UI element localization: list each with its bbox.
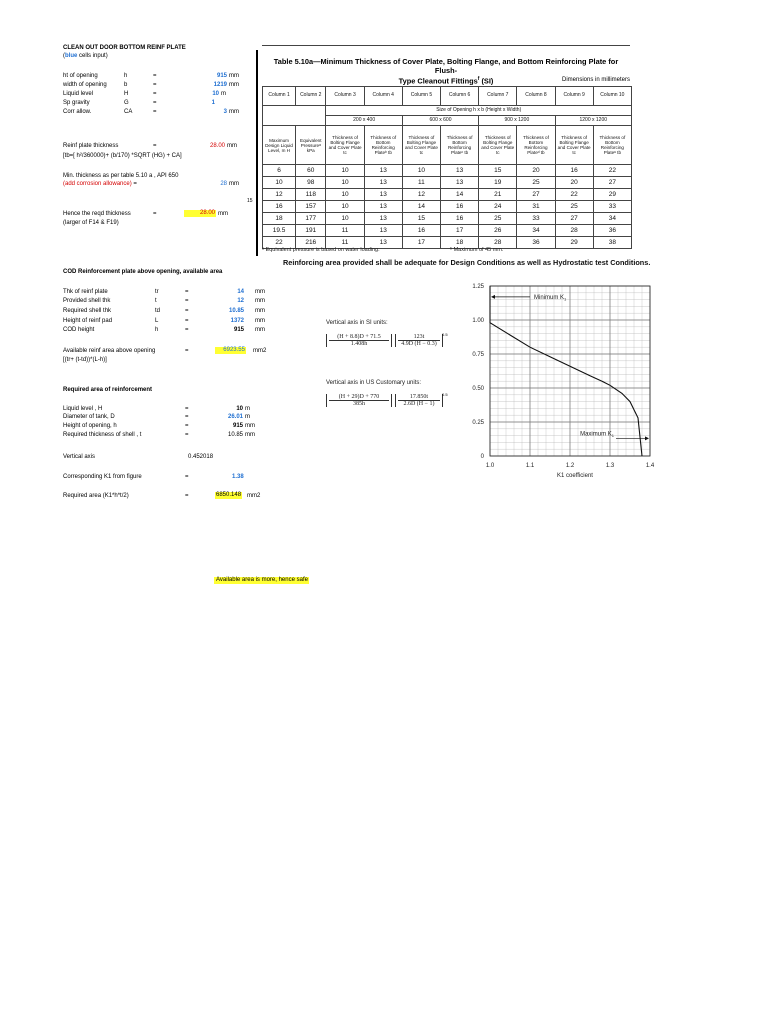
table-cell: 18 [441, 237, 479, 249]
cod-symbol: t [155, 298, 157, 304]
table-cell: 34 [517, 225, 555, 237]
column-header: Column 2 [296, 87, 326, 106]
table-cell: 25 [555, 201, 593, 213]
table-cell: 11 [326, 225, 364, 237]
required-value: 10.85 [227, 432, 243, 438]
input-value-cell[interactable]: 1 [211, 100, 215, 106]
table-cell: 22 [593, 165, 631, 177]
y-tick-label: 1.00 [472, 318, 484, 324]
cod-equals: = [185, 308, 189, 314]
table-cell: 177 [296, 213, 326, 225]
table-top-rule [262, 45, 630, 46]
hence-value: 28.00 [184, 210, 216, 217]
table-dims-note: Dimensions in millimeters [561, 77, 630, 83]
table-cell: 21 [479, 189, 517, 201]
table-body [263, 165, 632, 249]
required-unit: mm [245, 432, 255, 438]
empty-cell [263, 106, 326, 116]
table-cell: 12 [402, 189, 440, 201]
required-equals: = [185, 432, 189, 438]
input-label: Corr allow. [63, 109, 92, 115]
min-k1-annotation: Minimum $K_1$ [534, 294, 567, 302]
available-area-equals: = [185, 348, 189, 354]
cod-value-cell[interactable]: 1372 [230, 318, 244, 324]
note-blue: blue [65, 53, 78, 59]
sheet-note [63, 53, 108, 60]
cod-equals: = [185, 327, 189, 333]
max-k1-annotation: Maximum $K_1$ [580, 431, 614, 438]
table-cell: 10 [326, 189, 364, 201]
input-symbol: b [124, 82, 128, 88]
table-cell: 14 [441, 189, 479, 201]
required-equals: = [185, 406, 189, 412]
reinf-thickness-label: Reinf plate thickness [63, 143, 119, 149]
cod-symbol: L [155, 318, 159, 324]
table-cell: 24 [479, 201, 517, 213]
input-equals: = [153, 100, 157, 106]
conclusion-banner: Available area is more, hence safe [216, 577, 308, 583]
table-title-line1: Table 5.10a—Minimum Thickness of Cover Plate, Bolting Flange, and Bottom Reinforcing Plate for Flush- [273, 57, 619, 75]
hence-note: (larger of F14 & F19) [63, 220, 119, 226]
cod-unit: mm [255, 308, 265, 314]
k1-value[interactable]: 1.38 [232, 474, 244, 480]
us-fraction-2 [395, 394, 443, 407]
footnote-b: ᵇ Maximum of 45 mm. [450, 247, 504, 253]
required-value: 915 [232, 423, 243, 429]
table-cell: 13 [441, 165, 479, 177]
table-cell: 13 [364, 201, 402, 213]
cod-symbol: tr [155, 289, 159, 295]
x-axis-label: K1 coefficient [557, 473, 593, 479]
table-cell: 157 [296, 201, 326, 213]
size-header: 200 x 400 [326, 116, 402, 126]
table-cell: 16 [441, 213, 479, 225]
table-cell: 15 [402, 213, 440, 225]
required-area-value: 6850.148 [216, 492, 242, 498]
subheader: Equivalent Pressureᵃ kPa [296, 126, 326, 165]
input-label: width of opening [63, 82, 107, 88]
y-tick-label: 0.25 [472, 420, 484, 426]
required-equals: = [185, 414, 189, 420]
cod-unit: mm [255, 289, 265, 295]
table-cell: 22 [263, 237, 296, 249]
sheet-title: CLEAN OUT DOOR BOTTOM REINF PLATE [63, 45, 186, 51]
us-f1-num: (H + 29)D + 770 [329, 394, 389, 401]
required-area-equals: = [185, 493, 189, 499]
table-cell: 13 [364, 177, 402, 189]
table-row [263, 189, 632, 201]
cod-symbol: h [155, 327, 159, 333]
table-cell: 38 [593, 237, 631, 249]
input-unit: mm [229, 82, 239, 88]
column-header: Column 6 [441, 87, 479, 106]
table-cell: 10 [326, 165, 364, 177]
available-area-unit: mm2 [253, 348, 267, 354]
input-value-cell[interactable]: 1219 [213, 82, 227, 88]
k1-chart [460, 278, 660, 484]
table-cell: 34 [593, 213, 631, 225]
table-cell: 11 [402, 177, 440, 189]
table-cell: 6 [263, 165, 296, 177]
cod-label: Required shell thk [63, 308, 112, 314]
input-equals: = [153, 82, 157, 88]
min-thickness-unit: mm [229, 181, 239, 187]
table-cell: 13 [441, 177, 479, 189]
table-title-sup: f [477, 76, 480, 82]
table-title-si: (SI) [479, 76, 494, 86]
table-cell: 36 [517, 237, 555, 249]
us-exponent: 0.5 [442, 392, 448, 397]
required-label: Required thickness of shell , t [63, 432, 142, 438]
min-thickness-equals: = [131, 181, 137, 187]
cod-equals: = [185, 298, 189, 304]
table-cell: 10 [326, 213, 364, 225]
size-header: 600 x 600 [402, 116, 478, 126]
x-tick-label: 1.4 [645, 463, 655, 469]
table-cell: 36 [593, 225, 631, 237]
us-fraction-1 [326, 394, 392, 407]
size-header: 900 x 1200 [479, 116, 555, 126]
us-f1-den: 385h [353, 401, 365, 407]
si-fraction-2 [395, 334, 443, 347]
min-thickness-value[interactable]: 28 [220, 181, 227, 187]
table-cell: 16 [441, 201, 479, 213]
cod-unit: mm [255, 298, 265, 304]
min-k1-arrowhead [491, 295, 495, 299]
subheader: Thickness of Bolting Flange and Cover Plate tc [479, 126, 517, 165]
x-tick-label: 1.0 [485, 463, 495, 469]
table-cell: 17 [441, 225, 479, 237]
us-f2-num: 17.850t [398, 394, 440, 401]
table-cell: 10 [326, 201, 364, 213]
input-symbol: h [124, 73, 128, 79]
input-value-cell[interactable]: 3 [223, 109, 227, 115]
table-cell: 27 [593, 177, 631, 189]
table-cell: 10 [402, 165, 440, 177]
min-thickness-note [63, 181, 137, 188]
table-cell: 25 [479, 213, 517, 225]
cod-section-title: COD Reinforcement plate above opening, available area [63, 269, 223, 275]
table-cell: 16 [555, 165, 593, 177]
subheader: Thickness of Bottom Reinforcing Plateᵇ tb [364, 126, 402, 165]
chart-caption: Reinforcing area provided shall be adequate for Design Conditions as well as Hydrostatic test Conditions. [283, 258, 651, 267]
required-area-label: Required area (K1*h*t/2) [63, 493, 129, 499]
y-tick-label: 0 [480, 454, 484, 460]
table-cell: 28 [555, 225, 593, 237]
hence-equals: = [153, 211, 157, 217]
cod-equals: = [185, 318, 189, 324]
required-unit: m [245, 414, 250, 420]
table-cell: 19 [479, 177, 517, 189]
cod-label: Height of reinf pad [63, 318, 113, 324]
y-tick-label: 1.25 [472, 284, 484, 290]
hence-unit: mm [218, 211, 228, 217]
max-k1-arrowhead [645, 436, 649, 440]
column-header: Column 1 [263, 87, 296, 106]
table-cell: 10 [326, 177, 364, 189]
empty-cell [263, 116, 326, 126]
table-row [263, 225, 632, 237]
x-tick-label: 1.1 [525, 463, 535, 469]
input-symbol: H [124, 91, 129, 97]
table-cell: 20 [517, 165, 555, 177]
footnote-a: ᵃ Equivalent pressure is based on water loading. [262, 247, 380, 253]
table-cell: 13 [364, 189, 402, 201]
table-cell: 31 [517, 201, 555, 213]
table-cell: 20 [555, 177, 593, 189]
subheader: Thickness of Bottom Reinforcing Plateᵈ tb [517, 126, 555, 165]
corrosion-note: (add corrosion allowance) [63, 181, 132, 187]
column-divider [256, 50, 258, 256]
cod-symbol: td [155, 308, 161, 314]
table-cell: 13 [364, 213, 402, 225]
cod-value-cell[interactable]: 10.85 [228, 308, 244, 314]
x-tick-label: 1.2 [565, 463, 575, 469]
row-marker: 15 [247, 198, 253, 204]
input-equals: = [153, 91, 157, 97]
si-exponent: 0.5 [442, 332, 448, 337]
table-header-row [263, 116, 632, 126]
column-header: Column 8 [517, 87, 555, 106]
reinf-thickness-value: 28.00 [209, 143, 225, 149]
cod-value-cell[interactable]: 12 [237, 298, 244, 304]
thickness-table [262, 86, 632, 249]
reinf-thickness-formula: [tb=[ h²/360000)+ (b/170) *SQRT (HG) + CA] [63, 153, 182, 159]
table-cell: 15 [479, 165, 517, 177]
cod-label: Thk of reinf plate [63, 289, 108, 295]
table-cell: 22 [555, 189, 593, 201]
k1-equals: = [185, 474, 189, 480]
table-cell: 29 [593, 189, 631, 201]
cod-label: Provided shell thk [63, 298, 111, 304]
input-unit: m [221, 91, 226, 97]
table-cell: 28 [479, 237, 517, 249]
column-header: Column 3 [326, 87, 364, 106]
table-cell: 17 [402, 237, 440, 249]
column-header: Column 9 [555, 87, 593, 106]
required-area-unit: mm2 [247, 493, 261, 499]
table-cell: 19.5 [263, 225, 296, 237]
cod-equals: = [185, 289, 189, 295]
table-cell: 98 [296, 177, 326, 189]
table-row [263, 177, 632, 189]
table-row [263, 213, 632, 225]
required-value[interactable]: 26.01 [227, 414, 243, 420]
table-cell: 27 [555, 213, 593, 225]
cod-value-cell[interactable]: 14 [237, 289, 244, 295]
required-label: Height of opening, h [63, 423, 117, 429]
si-f1-den: 1.408h [350, 341, 368, 347]
table-row [263, 201, 632, 213]
y-tick-label: 0.50 [472, 386, 484, 392]
table-row [263, 165, 632, 177]
subheader: Thickness of Bottom Reinforcing Plateᵉ tb [593, 126, 631, 165]
table-cell: 27 [517, 189, 555, 201]
table-cell: 25 [517, 177, 555, 189]
input-value-cell[interactable]: 915 [216, 73, 227, 79]
column-header: Column 5 [402, 87, 440, 106]
table-cell: 29 [555, 237, 593, 249]
input-symbol: CA [124, 109, 133, 115]
table-header-row [263, 87, 632, 106]
input-equals: = [153, 73, 157, 79]
table-cell: 14 [402, 201, 440, 213]
min-thickness-label: Min. thickness as per table 5.10 a , API 650 [63, 173, 179, 179]
required-equals: = [185, 423, 189, 429]
input-unit: mm [229, 73, 239, 79]
column-header: Column 10 [593, 87, 631, 106]
cod-unit: mm [255, 327, 265, 333]
table-cell: 16 [402, 225, 440, 237]
table-cell: 216 [296, 237, 326, 249]
table-header-row [263, 106, 632, 116]
required-section-title: Required area of reinforcement [63, 387, 153, 393]
si-f1-num: (H + 8.8)D + 71.5 [329, 334, 389, 341]
table-cell: 191 [296, 225, 326, 237]
required-unit: mm [245, 423, 255, 429]
subheader: Thickness of Bolting Flange and Cover Plate tc [326, 126, 364, 165]
si-f2-den: 4.9D (H − 0.3) [401, 341, 437, 347]
x-tick-label: 1.3 [605, 463, 615, 469]
table-header-row [263, 126, 632, 165]
required-unit: m [245, 406, 250, 412]
cod-value-cell[interactable]: 915 [233, 327, 244, 333]
table-cell: 118 [296, 189, 326, 201]
cod-unit: mm [255, 318, 265, 324]
table-cell: 13 [364, 165, 402, 177]
subheader: Thickness of Bolting Flange and Cover Plate tc [555, 126, 593, 165]
subheader: Maximum Design Liquid Level, m H [263, 126, 296, 165]
table-cell: 10 [263, 177, 296, 189]
reinf-thickness-equals: = [153, 143, 157, 149]
input-label: Sp gravity [63, 100, 90, 106]
available-area-label: Available reinf area above opening [63, 348, 156, 354]
column-header: Column 4 [364, 87, 402, 106]
table-title-line2: Type Cleanout Fittings [398, 76, 478, 86]
table-cell: 26 [479, 225, 517, 237]
input-equals: = [153, 109, 157, 115]
hence-label: Hence the reqd thickness [63, 211, 131, 217]
required-label: Diameter of tank, D [63, 414, 115, 420]
us-f2-den: 2.6D (H − 1) [403, 401, 435, 407]
k1-label: Corresponding K1 from figure [63, 474, 142, 480]
note-prefix: ( [63, 53, 65, 59]
vertical-axis-value: 0.452018 [188, 454, 214, 460]
subheader: Thickness of Bolting Flange and Cover Plate tc [402, 126, 440, 165]
available-area-formula: [(tr+ (t-td))*(L-h)] [63, 357, 107, 363]
table-cell: 18 [263, 213, 296, 225]
table-cell: 13 [364, 225, 402, 237]
subheader: Thickness of Bottom Reinforcing Plateᶜ tb [441, 126, 479, 165]
us-axis-label: Vertical axis in US Customary units: [326, 380, 422, 386]
table-cell: 13 [364, 237, 402, 249]
table-cell: 33 [593, 201, 631, 213]
available-area-value: 6923.55 [215, 347, 246, 354]
column-header: Column 7 [479, 87, 517, 106]
vertical-axis-label: Vertical axis [63, 454, 96, 460]
table-cell: 11 [326, 237, 364, 249]
input-unit: mm [229, 109, 239, 115]
input-symbol: G [124, 100, 129, 106]
input-label: ht of opening [63, 73, 98, 79]
table-cell: 60 [296, 165, 326, 177]
size-header: Size of Opening h x b (Height x Width) [326, 106, 632, 116]
table-cell: 16 [263, 201, 296, 213]
input-label: Liquid level [63, 91, 94, 97]
required-label: Liquid level , H [63, 406, 103, 412]
y-tick-label: 0.75 [472, 352, 484, 358]
si-axis-label: Vertical axis in SI units: [326, 320, 388, 326]
reinf-thickness-unit: mm [227, 143, 237, 149]
required-value: 10 [236, 406, 243, 412]
note-suffix: cells input) [77, 53, 108, 59]
k1-curve-line [490, 286, 642, 456]
si-fraction-1 [326, 334, 392, 347]
input-value-cell[interactable]: 10 [212, 91, 219, 97]
si-f2-num: 123t [398, 334, 440, 341]
table-cell: 33 [517, 213, 555, 225]
cod-label: COD height [63, 327, 95, 333]
size-header: 1200 x 1200 [555, 116, 631, 126]
table-cell: 12 [263, 189, 296, 201]
